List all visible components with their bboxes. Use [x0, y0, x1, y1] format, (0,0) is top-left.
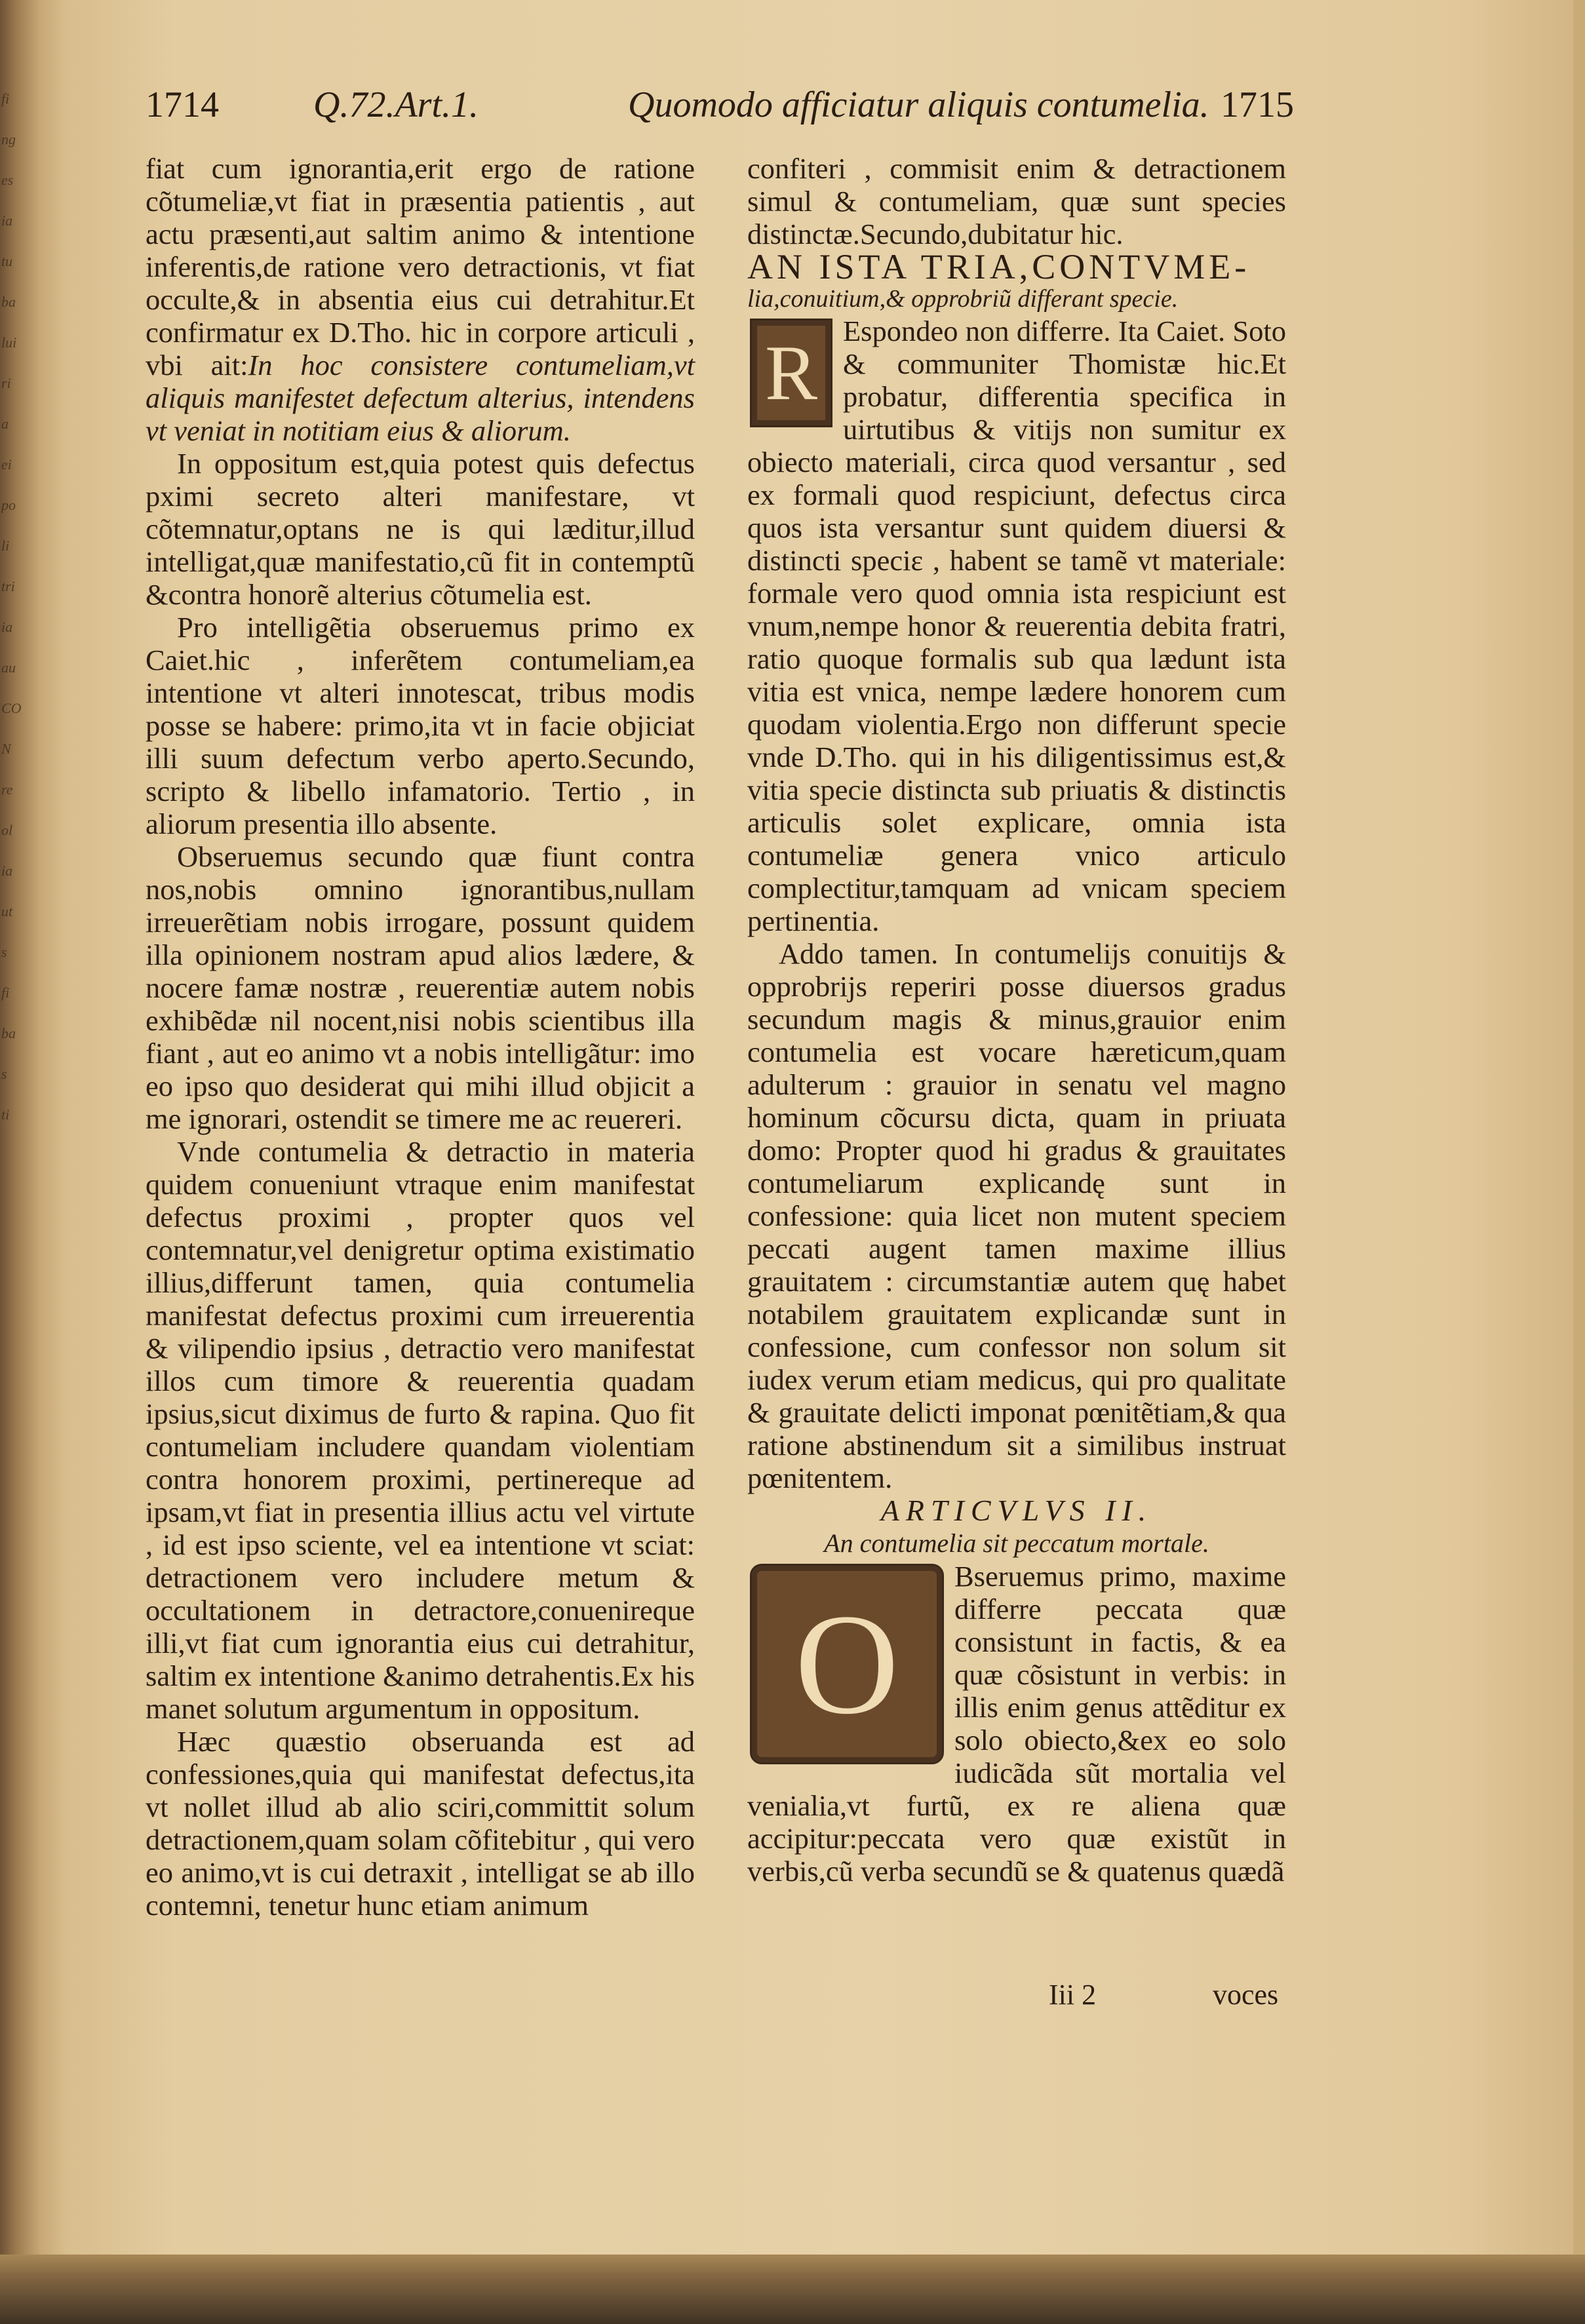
margin-fragment: tri: [1, 578, 15, 594]
signature-mark: Iii 2: [1049, 1979, 1097, 2011]
margin-fragment: ba: [1, 1025, 16, 1041]
margin-fragment: li: [1, 537, 10, 554]
paragraph-text: Bseruemus primo, maxime differre peccata quæ consistunt in factis, & ea quæ cõsistunt in verbis: in illis enim genus attẽditur ex solo obiecto,&ex eo solo iudicãda sũt mortalia vel venialia,vt furtũ, ex re aliena quæ accipitur:peccata vero quæ existũt in verbis,cũ verba secundũ se & quatenus quædã: [747, 1560, 1286, 1888]
quotation: In hoc consistere contumeliam,vt aliquis manifestet defectum alterius, intendens vt veniat in notitiam eius & aliorum.: [146, 349, 695, 447]
margin-fragment: lui: [1, 334, 17, 351]
margin-fragment: fi: [1, 984, 10, 1001]
margin-fragment: s: [1, 1066, 7, 1082]
paragraph: Pro intelligẽtia obseruemus primo ex Caiet.hic , inferẽtem contumeliam,ea intentione vt alteri innotescat, tribus modis posse se habere: primo,ita vt in facie objiciat illi suum defectum verbo aperto.Secundo, scripto & libello infamatorio. Tertio , in aliorum presentia illo absente.: [146, 611, 695, 840]
margin-fragment: a: [1, 416, 9, 432]
margin-fragment: s: [1, 944, 7, 960]
paragraph: Addo tamen. In contumelijs conuitijs & opprobrijs reperiri posse diuersos gradus secundum magis & minus,grauior enim contumelia est vocare hæreticum,quam adulterum : grauior in senatu vel magno hominum cõcursu dicta, quam in priuata domo: Propter quod hi gradus & grauitates contumeliarum explicandę sunt in confessione: quia licet non mutent speciem peccati augent tamen maxime illius grauitatem : circumstantiæ autem quę habet notabilem grauitatem explicandæ sunt in confessione, cum confessor non solum sit iudex verum etiam medicus, qui pro qualitate & grauitate delicti imponat pœnitẽtiam,& qua ratione abstinendum sit a similibus instruat pœnitentem.: [747, 937, 1286, 1494]
margin-fragment: au: [1, 659, 16, 676]
margin-fragment: po: [1, 497, 16, 513]
margin-fragment: tu: [1, 253, 13, 269]
margin-fragment: fi: [1, 90, 10, 107]
left-column: [146, 152, 695, 1922]
margin-fragment: ut: [1, 903, 13, 920]
margin-fragment: ri: [1, 375, 11, 391]
paragraph: Vnde contumelia & detractio in materia quidem conueniunt vtraque enim manifestat defectus proximi , propter quos vel contemnatur,vel denigretur optima existimatio illius,differunt tamen, quia contumelia manifestat defectus proximi cum irreuerentia & vilipendio ipsius , detractio vero manifestat illos cum timore & reuerentia quadam ipsius,sicut diximus de furto & rapina. Quo fit contumeliam includere quandam violentiam contra honorem proximi, pertinereque ad ipsam,vt fiat in presentia illius actu vel virtute , id est ipso sciente, vel ea intentione vt sciat: detractionem vero includere metum & occultationem in detractore,conuenireque illi,vt fiat cum ignorantia eius cui detrahitur, saltim ex intentione &animo detrahentis.Ex his manet solutum argumentum in oppositum.: [146, 1135, 695, 1725]
margin-fragment: ol: [1, 822, 13, 838]
margin-fragment: re: [1, 781, 13, 798]
paragraph: [747, 315, 1286, 937]
decorated-initial-r: R: [750, 319, 832, 427]
paragraph: [747, 1560, 1286, 1888]
page-number-left: 1714: [146, 85, 219, 125]
decorated-initial-o: O: [750, 1564, 944, 1764]
right-column: [747, 152, 1286, 1888]
paragraph-text: fiat cum ignorantia,erit ergo de ratione cõtumeliæ,vt fiat in præsentia patientis , aut actu præsenti,aut saltim animo & intentione inferentis,de ratione vero detractionis, vt fiat occulte,& in absentia eius cui detrahitur.Et confirmatur ex D.Tho. hic in corpore articuli , vbi ait:: [146, 152, 695, 381]
section-reference: Q.72.Art.1.: [313, 85, 479, 125]
running-header: [0, 84, 1585, 143]
margin-fragment: ia: [1, 862, 13, 879]
margin-fragment: ia: [1, 619, 13, 635]
margin-fragment: ng: [1, 131, 16, 147]
paragraph: In oppositum est,quia potest quis defectus pximi secreto alteri manifestare, vt cõtemnatur,optans ne is qui læditur,illud intelligat,quæ manifestatio,cũ fit in contemptũ &contra honorẽ alterius cõtumelia est.: [146, 447, 695, 611]
margin-bleed-through: [1, 79, 29, 2176]
paragraph-text: Espondeo non differre. Ita Caiet. Soto & communiter Thomistæ hic.Et probatur, differentia specifica in uirtutibus & vitijs non sumitur ex obiecto materiali, circa quod versantur , sed ex formali quod respiciunt, defectus circa quos ista versantur sunt quidem diuersi & distincti speciε , habent se tamẽ vt materiale: formale vero quod omnia ista respiciunt est vnum,nempe honor & reuerentia debita fratri, ratio quoque formalis sub qua lædunt ista vitia est vnica, nempe lædere honorem cum quodam violentia.Ergo non differunt specie vnde D.Tho. qui in his diligentissimus est,& vitia specie distincta sub priuatis & distinctis articulis solet explicare, omnia ista contumeliæ genera vnico articulo complectitur,tamquam ad vnicam speciem pertinentia.: [747, 315, 1286, 937]
margin-fragment: ei: [1, 456, 12, 473]
question-subheading: lia,conuitium,& opprobriũ differant specie.: [747, 285, 1179, 313]
article-title: ARTICVLVS II.: [880, 1494, 1153, 1527]
margin-fragment: es: [1, 172, 14, 188]
margin-fragment: ba: [1, 294, 16, 310]
page-bottom-edge: [0, 2255, 1585, 2324]
margin-fragment: CON: [1, 700, 22, 757]
margin-fragment: ia: [1, 212, 13, 229]
running-title: Quomodo afficiatur aliquis contumelia.: [628, 85, 1209, 125]
page-number-right: 1715: [1221, 85, 1294, 125]
paragraph: Hæc quæstio obseruanda est ad confessiones,quia qui manifestat defectus,ita vt nollet illud ab alio sciri,committit solum detractionem,quam solam cõfitebitur , qui vero eo animo,vt is cui detraxit , intelligat se ab illo contemni, tenetur hunc etiam animum: [146, 1725, 695, 1922]
article-subtitle: An contumelia sit peccatum mortale.: [824, 1528, 1209, 1558]
paragraph: confiteri , commisit enim & detractionem simul & contumeliam, quæ sunt species distinctæ.Secundo,dubitatur hic.: [747, 152, 1286, 250]
margin-fragment: ti: [1, 1106, 10, 1123]
catchword: voces: [1213, 1979, 1279, 2011]
paragraph: Obseruemus secundo quæ fiunt contra nos,nobis omnino ignorantibus,nullam irreuerẽtiam nobis irrogare, possunt quidem illa opinionem nostram apud alios lædere, & nocere famæ nostræ , reuerentiæ autem nobis exhibẽdæ nil nocent,nisi nobis scientibus illa fiant , aut eo animo vt a nobis intelligãtur: imo eo ipso quo desiderat qui mihi illud objicit a me ignorari, ostendit se timere me ac reuereri.: [146, 840, 695, 1135]
paragraph: [146, 152, 695, 447]
question-heading: AN ISTA TRIA,CONTVME-: [747, 247, 1251, 286]
